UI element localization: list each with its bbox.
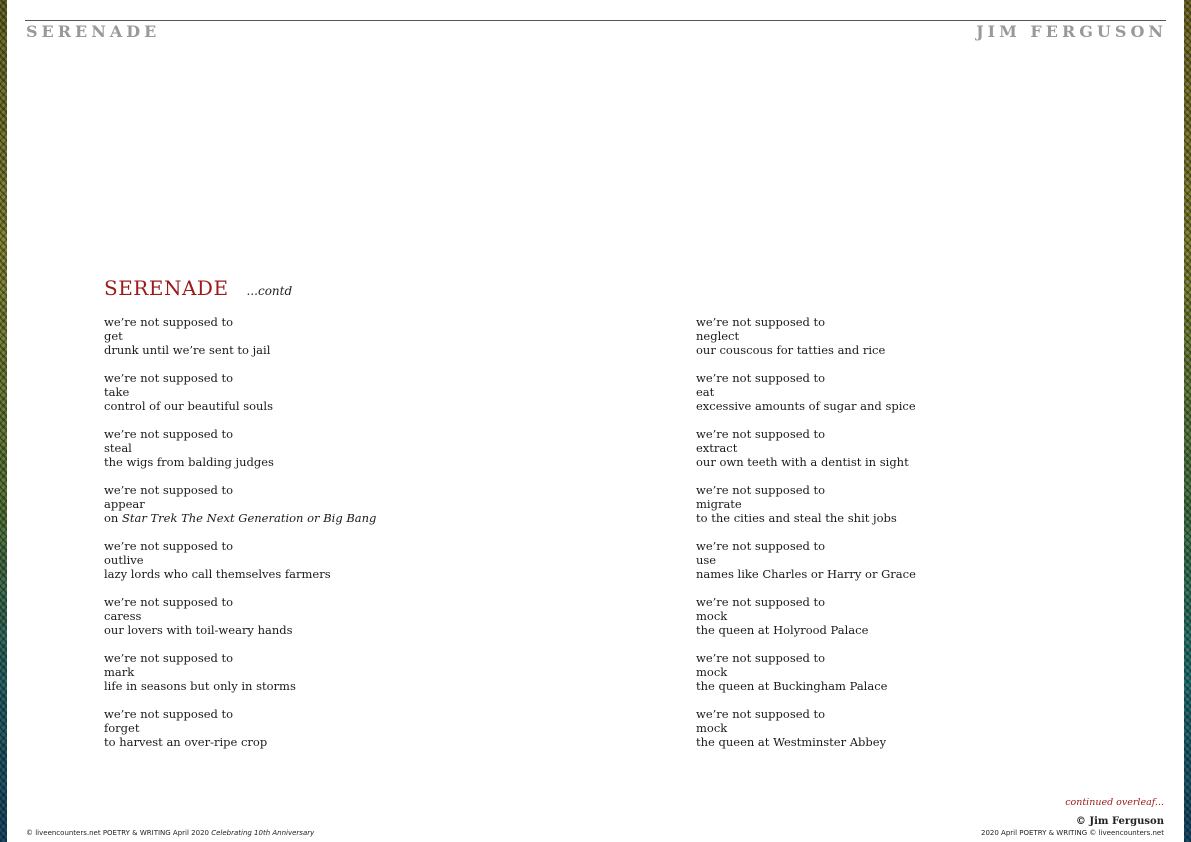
poem-line: our couscous for tatties and rice	[696, 343, 886, 357]
poem-line	[104, 511, 524, 525]
poem-line: appear	[104, 497, 145, 511]
poem-column-left	[104, 315, 524, 763]
stanza	[104, 371, 524, 413]
poem-line: mock	[696, 609, 728, 623]
poem-line: migrate	[696, 497, 742, 511]
running-header-author: JIM FERGUSON	[976, 22, 1167, 41]
poem-line: we’re not supposed to	[696, 539, 826, 553]
poem-line: the wigs from balding judges	[104, 455, 274, 469]
stanza	[104, 595, 524, 637]
footer-left-italic: Celebrating 10th Anniversary	[211, 829, 315, 837]
poem-line: mock	[696, 721, 728, 735]
poem-title: SERENADE	[104, 276, 229, 300]
poem-line: we’re not supposed to	[104, 427, 234, 441]
stanza	[104, 539, 524, 581]
copyright-author: © Jim Ferguson	[1075, 816, 1164, 827]
poem-line: forget	[104, 721, 140, 735]
poem-line: we’re not supposed to	[696, 595, 826, 609]
stanza	[696, 651, 1116, 693]
poem-line: take	[104, 385, 130, 399]
poem-line: outlive	[104, 553, 144, 567]
poem-line: to the cities and steal the shit jobs	[696, 511, 897, 525]
poem-line: we’re not supposed to	[696, 315, 826, 329]
poem-line: neglect	[696, 329, 740, 343]
poem-line: lazy lords who call themselves farmers	[104, 567, 331, 581]
poem-line: we’re not supposed to	[104, 315, 234, 329]
poem-line: steal	[104, 441, 132, 455]
poem-line: mock	[696, 665, 728, 679]
poem-line: we’re not supposed to	[104, 595, 234, 609]
poem-line: we’re not supposed to	[696, 427, 826, 441]
stanza	[696, 595, 1116, 637]
poem-line: we’re not supposed to	[104, 539, 234, 553]
poem-line: life in seasons but only in storms	[104, 679, 296, 693]
stanza	[104, 483, 524, 525]
poem-contd-label: ...contd	[246, 284, 293, 298]
poem-line: our lovers with toil-weary hands	[104, 623, 293, 637]
poem-line: to harvest an over-ripe crop	[104, 735, 268, 749]
poem-line: we’re not supposed to	[696, 651, 826, 665]
stanza	[696, 315, 1116, 357]
poem-line: the queen at Westminster Abbey	[696, 735, 887, 749]
poem-line: we’re not supposed to	[104, 707, 234, 721]
poem-line: we’re not supposed to	[696, 483, 826, 497]
stanza	[104, 707, 524, 749]
poem-line: the queen at Holyrood Palace	[696, 623, 869, 637]
left-decorative-border	[0, 0, 7, 842]
running-header-title: SERENADE	[26, 22, 161, 41]
poem-line: control of our beautiful souls	[104, 399, 274, 413]
poem-line: we’re not supposed to	[104, 371, 234, 385]
stanza	[104, 427, 524, 469]
poem-line: we’re not supposed to	[104, 483, 234, 497]
poem-line: use	[696, 553, 717, 567]
poem-line: our own teeth with a dentist in sight	[696, 455, 909, 469]
poem-line: extract	[696, 441, 738, 455]
poem-line: we’re not supposed to	[104, 651, 234, 665]
poem-line-italic-title: Star Trek The Next Generation or Big Bang	[122, 511, 377, 525]
poem-line: mark	[104, 665, 135, 679]
stanza	[696, 371, 1116, 413]
poem-line-prefix: on	[104, 511, 122, 525]
header-rule	[25, 20, 1166, 21]
poem-line: we’re not supposed to	[696, 707, 826, 721]
continued-overleaf-note: continued overleaf...	[1065, 797, 1164, 808]
footer-right: 2020 April POETRY & WRITING © liveencounters.net	[981, 829, 1164, 837]
poem-line: we’re not supposed to	[696, 371, 826, 385]
poem-line: drunk until we’re sent to jail	[104, 343, 271, 357]
stanza	[696, 539, 1116, 581]
poem-title-row	[104, 276, 292, 300]
poem-line: names like Charles or Harry or Grace	[696, 567, 916, 581]
footer-left	[26, 829, 314, 837]
poem-line: excessive amounts of sugar and spice	[696, 399, 916, 413]
poem-line: get	[104, 329, 123, 343]
poem-column-right	[696, 315, 1116, 763]
poem-line: the queen at Buckingham Palace	[696, 679, 888, 693]
stanza	[104, 315, 524, 357]
poem-line: caress	[104, 609, 142, 623]
right-decorative-border	[1184, 0, 1191, 842]
stanza	[104, 651, 524, 693]
poem-line: eat	[696, 385, 715, 399]
footer-left-text: © liveencounters.net POETRY & WRITING April 2020	[26, 829, 212, 837]
stanza	[696, 707, 1116, 749]
stanza	[696, 483, 1116, 525]
stanza	[696, 427, 1116, 469]
